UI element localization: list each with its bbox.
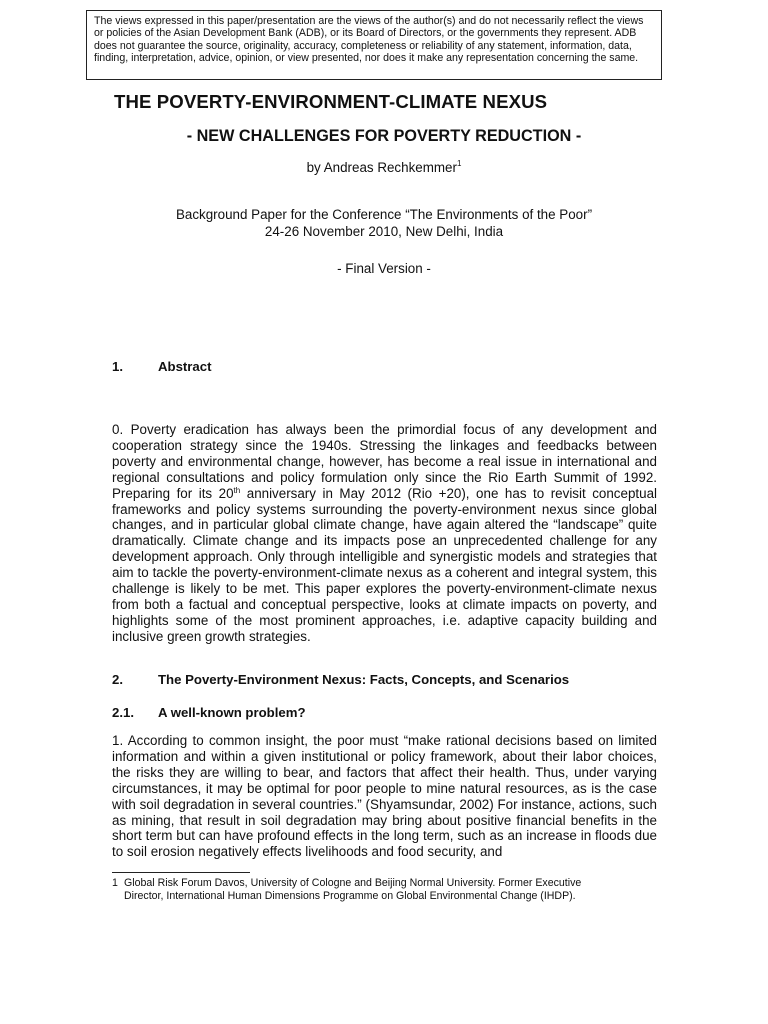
- ordinal-superscript: th: [233, 485, 241, 495]
- author-line: [0, 160, 768, 175]
- section-heading-nexus: [112, 672, 569, 687]
- section-number: 2.: [112, 672, 123, 687]
- section-number: 2.1.: [112, 705, 134, 720]
- abstract-paragraph: [112, 422, 657, 645]
- footnote: [112, 877, 657, 903]
- conference-line: Background Paper for the Conference “The Environments of the Poor”: [175, 207, 593, 222]
- subsection-heading-problem: [112, 705, 306, 720]
- paper-subtitle: - NEW CHALLENGES FOR POVERTY REDUCTION -: [186, 127, 582, 145]
- version-label: - Final Version -: [337, 261, 431, 276]
- section-title: A well-known problem?: [158, 705, 306, 720]
- footnote-divider: [112, 872, 250, 873]
- footnote-number: 1: [112, 877, 118, 889]
- abstract-text-start: 0. Poverty eradication has always been the primordial focus of any development and cooperation strategy since the 1940s. Stressing the linkages and feedbacks between poverty and environmental change, however, has become a real issue in international and regional consultations and policy formulation only since the Rio Earth Summit of 1992. Preparing for its 20: [112, 422, 657, 501]
- body-paragraph-1: 1. According to common insight, the poor must “make rational decisions based on limited information and within a given institutional or policy framework, about their labor choices, the risks they are willing to bear, and factors that affect their health. Thus, under varying circumstances, it may be optimal for poor people to mine natural resources, as is the case with soil degradation in several countries.” (Shyamsundar, 2002) For instance, actions, such as mining, that result in soil degradation may bring about positive financial benefits in the short term but can have profound effects in the long term, such as an increase in floods due to soil erosion negatively effects livelihoods and food security, and: [112, 733, 657, 860]
- author-footnote-mark: 1: [456, 159, 462, 168]
- abstract-text-end: anniversary in May 2012 (Rio +20), one has to revisit conceptual frameworks and policy systems surrounding the poverty-environment nexus since global changes, and in particular global climate change, have again altered the “landscape” quite dramatically. Climate change and its impacts pose an unprecedented challenge for any development approach. Only through intelligible and synergistic models and strategies that aim to tackle the poverty-environment-climate nexus as a coherent and integral system, this challenge is likely to be met. This paper explores the poverty-environment-climate nexus from both a factual and conceptual perspective, looks at climate impacts on poverty, and highlights some of the most prominent approaches, i.e. adaptive capacity building and inclusive green growth strategies.: [112, 485, 657, 644]
- footnote-line-2: Director, International Human Dimensions Programme on Global Environmental Change (IHDP).: [124, 890, 576, 903]
- disclaimer-box: The views expressed in this paper/presentation are the views of the author(s) and do not necessarily reflect the views or policies of the Asian Development Bank (ADB), or its Board of Directors, or the governments they represent. ADB does not guarantee the source, originality, accuracy, completeness or reliability of any statement, information, data, finding, interpretation, advice, opinion, or view presented, nor does it make any representation concerning the same.: [86, 10, 662, 80]
- section-title: Abstract: [158, 359, 212, 374]
- conference-date-line: 24-26 November 2010, New Delhi, India: [264, 224, 504, 239]
- footnote-line-1: Global Risk Forum Davos, University of Cologne and Beijing Normal University. Former Executive: [124, 877, 582, 889]
- section-number: 1.: [112, 359, 123, 374]
- section-title: The Poverty-Environment Nexus: Facts, Concepts, and Scenarios: [158, 672, 570, 687]
- author-name: by Andreas Rechkemmer: [306, 160, 457, 175]
- paper-title: THE POVERTY-ENVIRONMENT-CLIMATE NEXUS: [114, 91, 548, 112]
- section-heading-abstract: [112, 359, 212, 374]
